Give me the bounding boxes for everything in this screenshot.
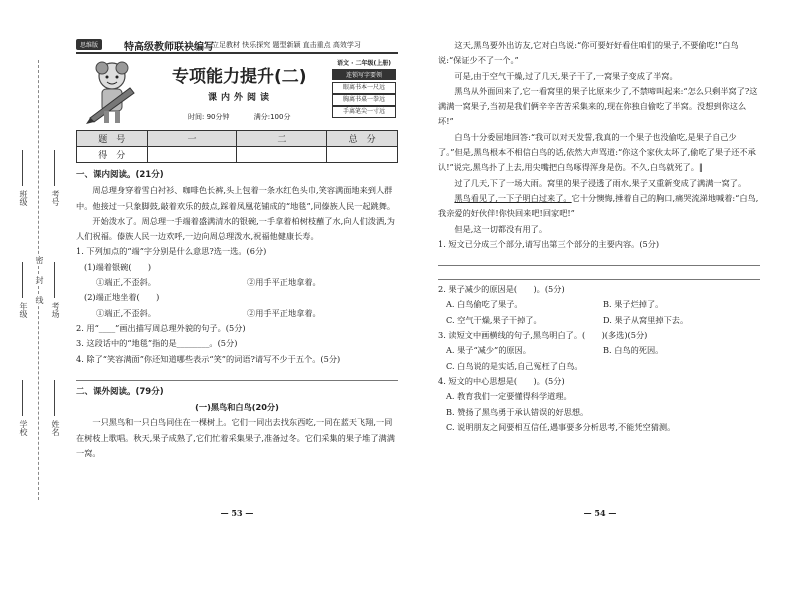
story-paragraph-5: 白鸟十分委屈地回答:“我可以对天发誓,我真的一个果子也没偷吃,是果子自己少了。”但是,黑鸟根本不相信白鸟的话,依然大声骂道:“你这个家伙太坏了,偷吃了果子还不承认!”说完,黑鸟扑了上去,用尖嘴把白鸟啄得浑身是伤。不久,白鸟就死了。‖ xyxy=(438,131,756,173)
option[interactable]: C. 说明朋友之间要相互信任,遇事要多分析思考,不能凭空猜测。 xyxy=(446,421,676,432)
slogan-text: 立足教材 快乐探究 题型新颖 直击重点 高效学习 xyxy=(212,41,361,49)
answer-line[interactable] xyxy=(438,253,760,266)
option[interactable]: D. 果子从窝里掉下去。 xyxy=(603,314,689,325)
grade-label: 语文 · 二年级(上册) xyxy=(337,60,391,67)
option[interactable]: C. 白鸟说的是实话,自己冤枉了白鸟。 xyxy=(446,360,583,371)
option[interactable]: C. 空气干燥,果子干掉了。 xyxy=(446,314,542,325)
option: ②用手平正地拿着。 xyxy=(247,277,321,288)
question-r2[interactable]: 2. 果子减少的原因是( )。(5分) xyxy=(438,284,565,295)
question-r4[interactable]: 4. 短文的中心思想是( )。(5分) xyxy=(438,375,565,386)
writing-tip-1: 眼离书本一尺远 xyxy=(332,82,396,94)
option[interactable]: B. 赞扬了黑鸟勇于承认错误的好思想。 xyxy=(446,406,589,417)
score-header-cell: 二 xyxy=(237,131,327,147)
underlined-sentence: 黑鸟看见了,一下子明白过来了。 xyxy=(454,192,572,203)
question-r2-options-row2 xyxy=(438,313,760,328)
score-cell[interactable] xyxy=(327,147,398,163)
exam-meta xyxy=(188,112,312,122)
option: ①端正,不歪斜。 xyxy=(96,307,156,318)
name-blank[interactable] xyxy=(54,380,55,416)
page-right xyxy=(438,38,762,518)
right-content xyxy=(438,38,760,435)
question-4: 4. 除了“笑容满面”你还知道哪些表示“笑”的词语?请写不少于五个。(5分) xyxy=(76,353,341,364)
page-subtitle: 课内外阅读 xyxy=(208,93,274,103)
story-paragraph-8: 但是,这一切都没有用了。 xyxy=(454,223,548,234)
question-2: 2. 用“____”画出描写周总理外貌的句子。(5分) xyxy=(76,322,246,333)
story-paragraph-2: 这天,黑鸟要外出访友,它对白鸟说:“你可要好好看住咱们的果子,不要偷吃!”白鸟说:“保证少不了一个。” xyxy=(438,40,739,66)
edition-tag: 思维版 xyxy=(76,39,102,50)
score-header-cell: 一 xyxy=(147,131,237,147)
writing-tips-badge: 连锁写字要领 xyxy=(332,69,396,80)
story-paragraph-1: 一只黑鸟和一只白鸟同住在一棵树上。它们一同出去找东西吃,一同在蓝天飞翔,一同在树枝上歌唱。秋天,果子成熟了,它们忙着采集果子,准备过冬。它们采集的果子堆了满满一窝。 xyxy=(76,417,395,459)
writing-tip-2: 胸离书桌一拳远 xyxy=(332,94,396,106)
page-number-left: — 53 — xyxy=(220,508,254,518)
question-1b[interactable]: (2)端正地坐着( ) xyxy=(84,292,160,303)
exam-room-label: 考场 xyxy=(51,302,60,318)
answer-line[interactable] xyxy=(76,368,398,381)
left-content xyxy=(76,168,398,461)
time-limit: 时间: 90分钟 xyxy=(188,113,230,121)
school-blank[interactable] xyxy=(22,380,23,416)
class-blank[interactable] xyxy=(22,150,23,186)
score-header-cell: 总 分 xyxy=(327,131,398,147)
score-header-cell: 题 号 xyxy=(77,131,148,147)
answer-line[interactable] xyxy=(438,267,760,280)
question-1: 1. 下列加点的“端”字分别是什么意思?选一选。(6分) xyxy=(76,246,267,257)
page-number-right: — 54 — xyxy=(583,508,617,518)
story-sentence: 它十分懊悔,捶着自己的胸口,痛哭流涕地喊着:“白鸟,我亲爱的好伙伴!你快回来吧!回家吧!” xyxy=(438,192,759,219)
question-1a[interactable]: (1)端着银碗( ) xyxy=(84,261,152,272)
score-table-header xyxy=(77,131,398,147)
name-label: 姓名 xyxy=(51,420,60,436)
class-label: 班级 xyxy=(19,190,28,206)
question-1a-options xyxy=(76,275,398,290)
option: ①端正,不歪斜。 xyxy=(96,277,156,288)
grade-label: 年级 xyxy=(19,302,28,318)
cut-mark-2: 封 xyxy=(35,276,44,284)
header-band xyxy=(76,38,398,52)
section-1-heading: 一、课内阅读。(21分) xyxy=(76,170,164,180)
score-cell[interactable] xyxy=(147,147,237,163)
question-r3-options xyxy=(438,343,760,358)
option[interactable]: B. 白鸟的死因。 xyxy=(603,345,664,356)
page-title: 专项能力提升(二) xyxy=(172,67,307,87)
option[interactable]: A. 白鸟偷吃了果子。 xyxy=(446,299,523,310)
question-1b-options xyxy=(76,306,398,321)
story-paragraph-7 xyxy=(438,191,760,222)
exam-no-blank[interactable] xyxy=(54,150,55,186)
cut-mark-3: 线 xyxy=(35,296,44,304)
option[interactable]: A. 果子“减少”的原因。 xyxy=(446,345,531,356)
question-r3[interactable]: 3. 读短文中画横线的句子,黑鸟明白了。( )(多选)(5分) xyxy=(438,330,648,341)
brand-text: 特高级教师联袂编写 xyxy=(124,42,214,53)
question-3[interactable]: 3. 这段话中的“地毯”指的是________。(5分) xyxy=(76,338,238,349)
option[interactable]: B. 果子烂掉了。 xyxy=(603,299,664,310)
story-paragraph-6: 过了几天,下了一场大雨。窝里的果子浸透了雨水,果子又重新变成了满满一窝了。 xyxy=(454,177,747,188)
binding-strip xyxy=(14,40,72,520)
school-label: 学校 xyxy=(19,420,28,436)
full-score: 满分:100分 xyxy=(253,113,291,121)
exam-room-blank[interactable] xyxy=(54,262,55,298)
story-title: (一)黑鸟和白鸟(20分) xyxy=(195,402,279,413)
score-row-label: 得 分 xyxy=(77,147,148,163)
passage-paragraph-2: 开始泼水了。周总理一手端着盛满清水的银碗,一手拿着柏树枝蘸了水,向人们泼洒,为人们祝福。傣族人民一边欢呼,一边向周总理泼水,祝福他健康长寿。 xyxy=(76,215,395,242)
section-2-heading: 二、课外阅读。(79分) xyxy=(76,386,164,397)
writing-tip-3: 手离笔尖一寸远 xyxy=(332,106,396,118)
option: ②用手平正地拿着。 xyxy=(247,307,321,318)
question-r1: 1. 短文已分成三个部分,请写出第三个部分的主要内容。(5分) xyxy=(438,238,660,249)
exam-no-label: 考号 xyxy=(51,190,60,206)
score-table-row xyxy=(77,147,398,163)
grade-box xyxy=(332,58,396,118)
story-paragraph-4: 黑鸟从外面回来了,它一看窝里的果子比原来少了,不禁啼叫起来:“怎么只剩半窝了?这满满一窝果子,当初是我们俩辛辛苦苦采集来的,现在你独自偷吃了半窝。没想到你这么坏!” xyxy=(438,85,758,127)
cut-mark-1: 密 xyxy=(35,256,44,264)
page-left xyxy=(76,38,398,518)
title-box xyxy=(76,56,398,128)
option[interactable]: A. 教育我们一定要懂得科学道理。 xyxy=(446,391,572,402)
question-r2-options-row1 xyxy=(438,297,760,312)
score-table xyxy=(76,130,398,163)
story-paragraph-3: 可是,由于空气干燥,过了几天,果子干了,一窝果子变成了半窝。 xyxy=(454,70,678,81)
mascot-pencil-girl-icon xyxy=(82,58,142,126)
score-cell[interactable] xyxy=(237,147,327,163)
header-rule xyxy=(76,52,398,54)
grade-blank[interactable] xyxy=(22,262,23,298)
passage-paragraph-1: 周总理身穿着雪白衬衫、咖啡色长裤,头上包着一条水红色头巾,笑容满面地来到人群中。他接过一只象脚鼓,敲着欢乐的鼓点,踩着凤凰花铺成的“地毯”,同傣族人民一起跳舞。 xyxy=(76,185,396,211)
